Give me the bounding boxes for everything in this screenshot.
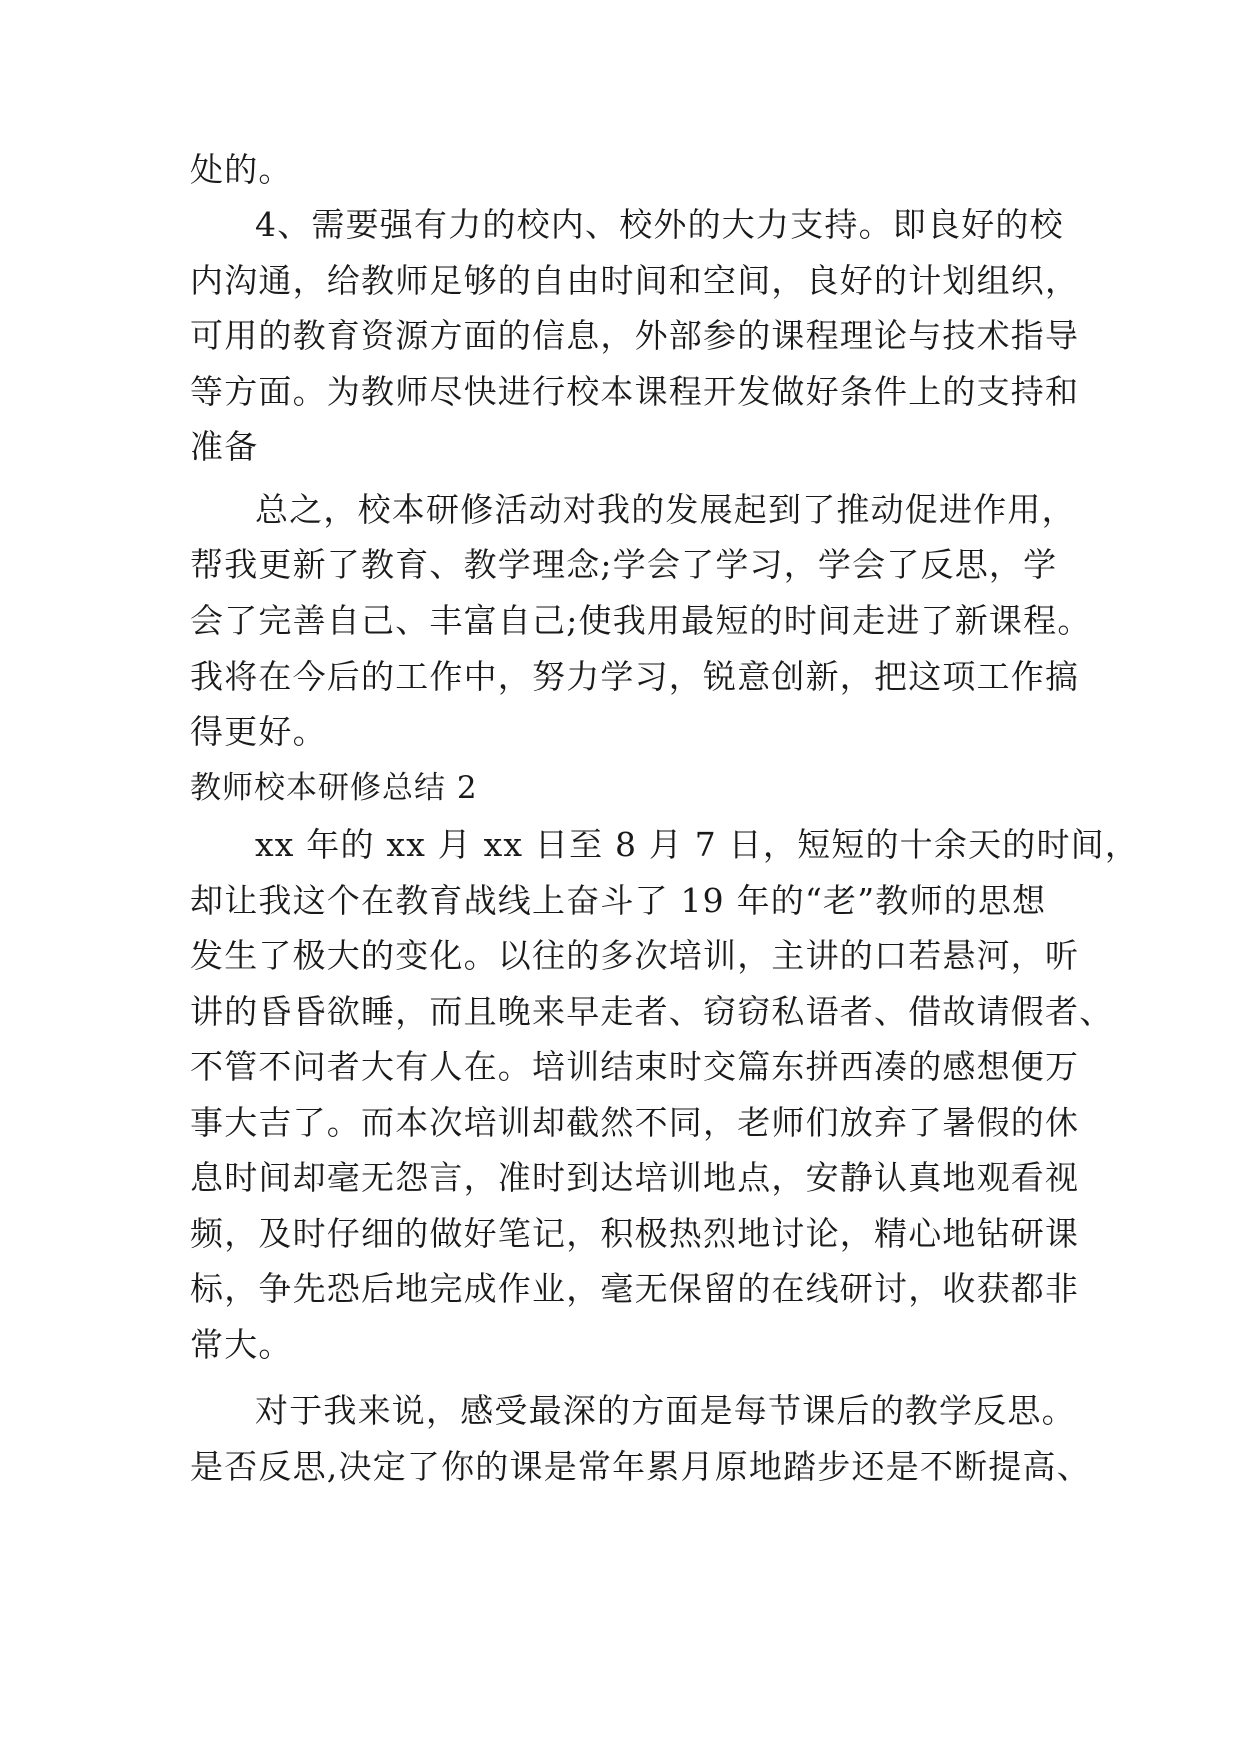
text-line: 我将在今后的工作中，努力学习，锐意创新，把这项工作搞 xyxy=(190,657,1080,696)
text-line: 帮我更新了教育、教学理念;学会了学习，学会了反思，学 xyxy=(190,545,1058,584)
text-line: 事大吉了。而本次培训却截然不同，老师们放弃了暑假的休 xyxy=(190,1103,1080,1142)
text-line: 总之，校本研修活动对我的发展起到了推动促进作用， xyxy=(255,490,1076,529)
text-line: 处的。 xyxy=(190,150,293,189)
section-heading: 教师校本研修总结 2 xyxy=(190,770,478,806)
text-line: 常大。 xyxy=(190,1325,293,1364)
text-line: 发生了极大的变化。以往的多次培训，主讲的口若悬河，听 xyxy=(190,936,1080,975)
text-line: 息时间却毫无怨言，准时到达培训地点，安静认真地观看视 xyxy=(190,1158,1080,1197)
text-line: 可用的教育资源方面的信息，外部参的课程理论与技术指导 xyxy=(190,316,1080,355)
text-line: 讲的昏昏欲睡，而且晚来早走者、窃窃私语者、借故请假者、 xyxy=(190,992,1114,1031)
text-line: 标，争先恐后地完成作业，毫无保留的在线研讨，收获都非 xyxy=(190,1269,1080,1308)
text-line: 4、需要强有力的校内、校外的大力支持。即良好的校 xyxy=(255,205,1064,244)
text-line: 频，及时仔细的做好笔记，积极热烈地讨论，精心地钻研课 xyxy=(190,1214,1080,1253)
text-line: xx 年的 xx 月 xx 日至 8 月 7 日，短短的十余天的时间， xyxy=(255,825,1140,864)
text-line: 却让我这个在教育战线上奋斗了 19 年的“老”教师的思想 xyxy=(190,881,1047,920)
text-line: 是否反思,决定了你的课是常年累月原地踏步还是不断提高、 xyxy=(190,1447,1091,1486)
text-line: 等方面。为教师尽快进行校本课程开发做好条件上的支持和 xyxy=(190,372,1080,411)
text-line: 得更好。 xyxy=(190,712,327,751)
text-line: 会了完善自己、丰富自己;使我用最短的时间走进了新课程。 xyxy=(190,601,1092,640)
text-line: 内沟通，给教师足够的自由时间和空间，良好的计划组织， xyxy=(190,261,1080,300)
text-line: 准备 xyxy=(190,427,259,466)
text-line: 对于我来说，感受最深的方面是每节课后的教学反思。 xyxy=(255,1391,1076,1430)
text-line: 不管不问者大有人在。培训结束时交篇东拼西凑的感想便万 xyxy=(190,1047,1080,1086)
